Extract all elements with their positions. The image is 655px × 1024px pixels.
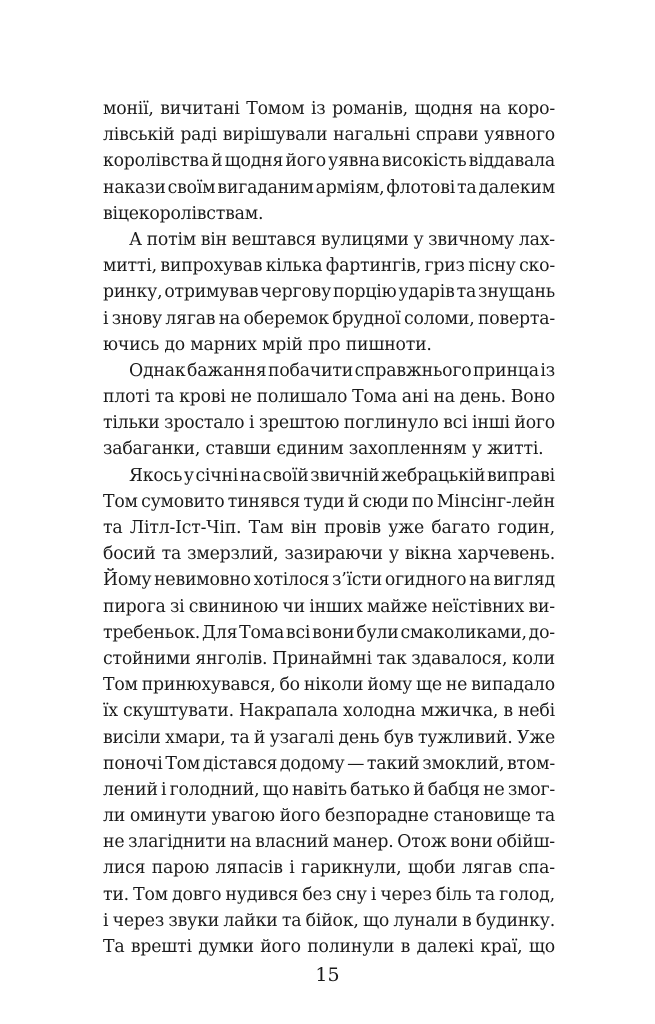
text-line	[103, 227, 555, 253]
text-line	[103, 436, 555, 462]
text-line	[103, 855, 555, 881]
text-line-content: лений і голодний, що навіть батько й бабця не змог-	[103, 779, 555, 800]
text-line	[103, 751, 555, 777]
text-line	[103, 201, 555, 227]
text-line	[103, 384, 555, 410]
text-line-content: тільки зростало і зрештою поглинуло всі інші його	[103, 413, 555, 434]
text-line-content: Якось у січні на своїй звичній жебрацькій виправі	[129, 465, 555, 486]
text-line-content: ти. Том довго нудився без сну і через біль та голод,	[103, 884, 555, 905]
text-line-content: пирога зі свининою чи інших майже неїстівних ви-	[103, 596, 555, 617]
text-line	[103, 594, 555, 620]
text-line-content: накази своїм вигаданим арміям, флотові та далеким	[103, 177, 555, 198]
text-line	[103, 332, 555, 358]
text-line-content: Однак бажання побачити справжнього принца із	[129, 360, 555, 381]
text-line-content: Та врешті думки його полинули в далекі краї, що	[103, 937, 555, 957]
text-line	[103, 646, 555, 672]
text-line	[103, 96, 555, 122]
text-line	[103, 358, 555, 384]
body-text	[103, 96, 555, 960]
text-line	[103, 725, 555, 751]
text-line	[103, 908, 555, 934]
text-line	[103, 934, 555, 960]
text-line-content: ли оминути увагою його безпорадне становище та	[103, 806, 555, 827]
text-line-content: ринку, отримував чергову порцію ударів та знущань	[103, 282, 555, 303]
text-line	[103, 253, 555, 279]
text-line-content: їх скуштувати. Накрапала холодна мжичка, в небі	[103, 701, 555, 722]
text-line	[103, 463, 555, 489]
text-line-content: Том принюхувався, бо ніколи йому ще не випадало	[103, 675, 555, 696]
page-number: 15	[315, 964, 340, 986]
text-line	[103, 279, 555, 305]
text-line-content: митті, випрохував кілька фартингів, гриз пісну ско-	[103, 256, 555, 277]
text-line-content: не злагіднити на власний манер. Отож вони обійш-	[103, 832, 555, 853]
text-line-content: поночі Том дістався додому — такий змоклий, втом-	[103, 753, 555, 774]
text-line	[103, 777, 555, 803]
text-line-content: і знову лягав на оберемок брудної соломи, поверта-	[103, 308, 555, 329]
text-line-content: стойними янголів. Принаймні так здавалося, коли	[103, 648, 555, 669]
text-line-content: А потім він вештався вулицями у звичному лах-	[129, 229, 555, 250]
text-line-content: требеньок. Для Тома всі вони були смаколиками, до-	[103, 622, 555, 643]
text-line-content: королівства й щодня його уявна високість віддавала	[103, 151, 555, 172]
text-line	[103, 698, 555, 724]
text-line	[103, 148, 555, 174]
text-line	[103, 410, 555, 436]
text-line	[103, 567, 555, 593]
text-line	[103, 620, 555, 646]
text-line	[103, 672, 555, 698]
text-line-content: лівській раді вирішували нагальні справи уявного	[103, 125, 555, 146]
text-line-content: плоті та крові не полишало Тома ані на день. Воно	[103, 387, 555, 408]
text-line-content: Том сумовито тинявся туди й сюди по Мінсінг-лейн	[103, 491, 555, 512]
text-line	[103, 803, 555, 829]
text-line	[103, 306, 555, 332]
text-line-content: висіли хмари, та й узагалі день був тужливий. Уже	[103, 727, 555, 748]
text-line	[103, 515, 555, 541]
text-line-content: віцекоролівствам.	[103, 203, 264, 224]
text-line	[103, 175, 555, 201]
text-line	[103, 882, 555, 908]
text-line-content: та Літл-Іст-Чіп. Там він провів уже багато годин,	[103, 518, 555, 538]
text-line-content: лися парою ляпасів і гарикнули, щоби лягав спа-	[103, 858, 555, 879]
text-line-content: босий та змерзлий, зазираючи у вікна харчевень.	[103, 544, 555, 565]
text-line-content: забаганки, ставши єдиним захопленням у житті.	[103, 439, 544, 460]
text-line-content: Йому невимовно хотілося з’їсти огидного на вигляд	[103, 570, 555, 591]
text-line	[103, 541, 555, 567]
text-line	[103, 829, 555, 855]
text-line-content: ючись до марних мрій про пишноти.	[103, 334, 432, 355]
text-line	[103, 489, 555, 515]
text-line-content: монії, вичитані Томом із романів, щодня на коро-	[103, 99, 555, 119]
text-line-content: і через звуки лайки та бійок, що лунали в будинку.	[103, 910, 555, 931]
text-line	[103, 122, 555, 148]
